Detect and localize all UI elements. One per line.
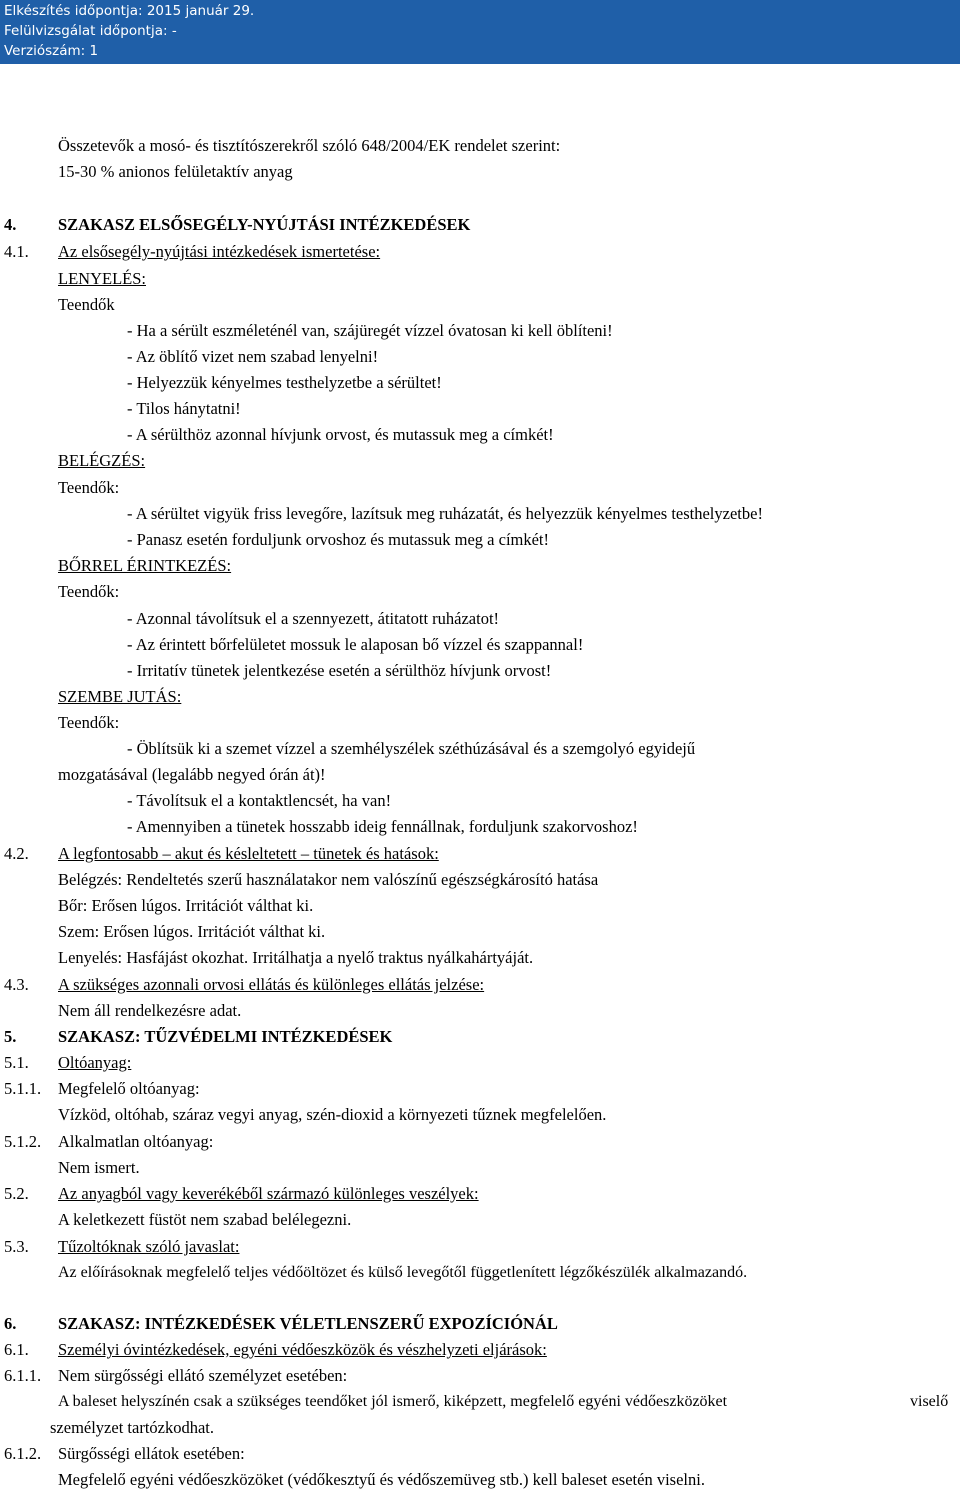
ingestion-item: - Tilos hánytatni! [127, 399, 241, 418]
eye-item: - Távolítsuk el a kontaktlencsét, ha van! [127, 791, 392, 810]
heading-skin-contact: BŐRREL ÉRINTKEZÉS: [58, 556, 232, 575]
section-6-1-2-text: Megfelelő egyéni védőeszközöket (védőkesztyű és védőszemüveg stb.) kell baleset esetén viselni. [58, 1470, 705, 1489]
heading-ingestion: LENYELÉS: [58, 269, 146, 288]
section-4-3-title: A szükséges azonnali orvosi ellátás és különleges ellátás jelzése: [58, 975, 485, 994]
created-date: Elkészítés időpontja: 2015 január 29. [4, 3, 255, 19]
section-5-number: 5. [4, 1027, 17, 1046]
ingestion-item: - Ha a sérült eszméleténél van, szájüregét vízzel óvatosan ki kell öblíteni! [127, 321, 613, 340]
eye-item-continued: mozgatásával (legalább negyed órán át)! [58, 765, 326, 784]
section-4-2-title: A legfontosabb – akut és késleltetett – tünetek és hatások: [58, 844, 439, 863]
symptom-line: Szem: Erősen lúgos. Irritációt válthat ki. [58, 922, 326, 941]
eye-item: - Öblítsük ki a szemet vízzel a szemhélyszélek széthúzásával és a szemgolyó egyidejű [127, 739, 696, 758]
section-6-1-2-title: Sürgősségi ellátok esetében: [58, 1444, 245, 1463]
section-5-2-text: A keletkezett füstöt nem szabad belélegezni. [58, 1210, 352, 1229]
ingestion-item: - Helyezzük kényelmes testhelyzetbe a sérültet! [127, 373, 442, 392]
section-4-number: 4. [4, 215, 17, 234]
section-5-2-number: 5.2. [4, 1184, 29, 1203]
skin-item: - Irritatív tünetek jelentkezése esetén a sérülthöz hívjunk orvost! [127, 661, 552, 680]
section-6-1-1-text: A baleset helyszínén csak a szükséges teendőket jól ismerő, kiképzett, megfelelő egyéni védőeszközöket [58, 1393, 728, 1410]
section-5-1-1-title: Megfelelő oltóanyag: [58, 1079, 200, 1098]
tasks-label: Teendők: [58, 713, 120, 732]
tasks-label: Teendők: [58, 478, 120, 497]
section-5-3-number: 5.3. [4, 1237, 29, 1256]
section-5-2-title: Az anyagból vagy keverékéből származó különleges veszélyek: [58, 1184, 479, 1203]
section-6-1-number: 6.1. [4, 1340, 29, 1359]
section-4-3-number: 4.3. [4, 975, 29, 994]
tasks-label: Teendők [58, 295, 115, 314]
section-5-1-number: 5.1. [4, 1053, 29, 1072]
section-5-3-text: Az előírásoknak megfelelő teljes védőöltözet és külső levegőtől függetlenített légzőkészülék alkalmazandó. [58, 1264, 748, 1281]
ingestion-item: - Az öblítő vizet nem szabad lenyelni! [127, 347, 379, 366]
ingredients-value: 15-30 % anionos felületaktív anyag [58, 162, 293, 181]
revision-date: Felülvizsgálat időpontja: - [4, 23, 177, 39]
heading-inhalation: BELÉGZÉS: [58, 451, 146, 470]
tasks-label: Teendők: [58, 582, 120, 601]
section-6-1-1-text-end: viselő [910, 1393, 949, 1410]
section-6-1-title: Személyi óvintézkedések, egyéni védőeszközök és vészhelyzeti eljárások: [58, 1340, 547, 1359]
eye-item: - Amennyiben a tünetek hosszabb ideig fennállnak, forduljunk szakorvoshoz! [127, 817, 638, 836]
section-6-1-2-number: 6.1.2. [4, 1444, 42, 1463]
ingredients-regulation: Összetevők a mosó- és tisztítószerekről szóló 648/2004/EK rendelet szerint: [58, 136, 561, 155]
section-6-title: SZAKASZ: INTÉZKEDÉSEK VÉLETLENSZERŰ EXPOZÍCIÓNÁL [58, 1314, 558, 1333]
section-6-1-1-text-continued: személyzet tartózkodhat. [50, 1418, 215, 1437]
section-5-1-2-title: Alkalmatlan oltóanyag: [58, 1132, 214, 1151]
skin-item: - Azonnal távolítsuk el a szennyezett, átitatott ruházatot! [127, 609, 500, 628]
section-4-1-number: 4.1. [4, 242, 29, 261]
symptom-line: Belégzés: Rendeltetés szerű használatakor nem valószínű egészségkárosító hatása [58, 870, 599, 889]
section-5-1-2-number: 5.1.2. [4, 1132, 42, 1151]
section-6-1-1-title: Nem sürgősségi ellátó személyzet esetében: [58, 1366, 348, 1385]
header-band [0, 0, 960, 64]
section-4-2-number: 4.2. [4, 844, 29, 863]
inhalation-item: - A sérültet vigyük friss levegőre, lazítsuk meg ruházatát, és helyezzük kényelmes testhelyzetbe! [127, 504, 763, 523]
section-5-1-2-text: Nem ismert. [58, 1158, 140, 1177]
section-5-1-1-number: 5.1.1. [4, 1079, 42, 1098]
heading-eye-contact: SZEMBE JUTÁS: [58, 687, 182, 706]
symptom-line: Lenyelés: Hasfájást okozhat. Irritálhatja a nyelő traktus nyálkahártyáját. [58, 948, 534, 967]
section-4-title: SZAKASZ ELSŐSEGÉLY-NYÚJTÁSI INTÉZKEDÉSEK [58, 215, 471, 234]
section-6-number: 6. [4, 1314, 17, 1333]
symptom-line: Bőr: Erősen lúgos. Irritációt válthat ki. [58, 896, 314, 915]
inhalation-item: - Panasz esetén forduljunk orvoshoz és mutassuk meg a címkét! [127, 530, 550, 549]
skin-item: - Az érintett bőrfelületet mossuk le alaposan bő vízzel és szappannal! [127, 635, 584, 654]
section-5-title: SZAKASZ: TŰZVÉDELMI INTÉZKEDÉSEK [58, 1027, 393, 1046]
section-6-1-1-number: 6.1.1. [4, 1366, 42, 1385]
version-number: Verziószám: 1 [4, 43, 99, 59]
section-5-1-title: Oltóanyag: [58, 1053, 132, 1072]
section-5-1-1-text: Vízköd, oltóhab, száraz vegyi anyag, szén-dioxid a környezeti tűznek megfelelően. [58, 1105, 607, 1124]
ingestion-item: - A sérülthöz azonnal hívjunk orvost, és mutassuk meg a címkét! [127, 425, 554, 444]
section-4-3-text: Nem áll rendelkezésre adat. [58, 1001, 242, 1020]
section-5-3-title: Tűzoltóknak szóló javaslat: [58, 1237, 240, 1256]
section-4-1-title: Az elsősegély-nyújtási intézkedések ismertetése: [58, 242, 381, 261]
